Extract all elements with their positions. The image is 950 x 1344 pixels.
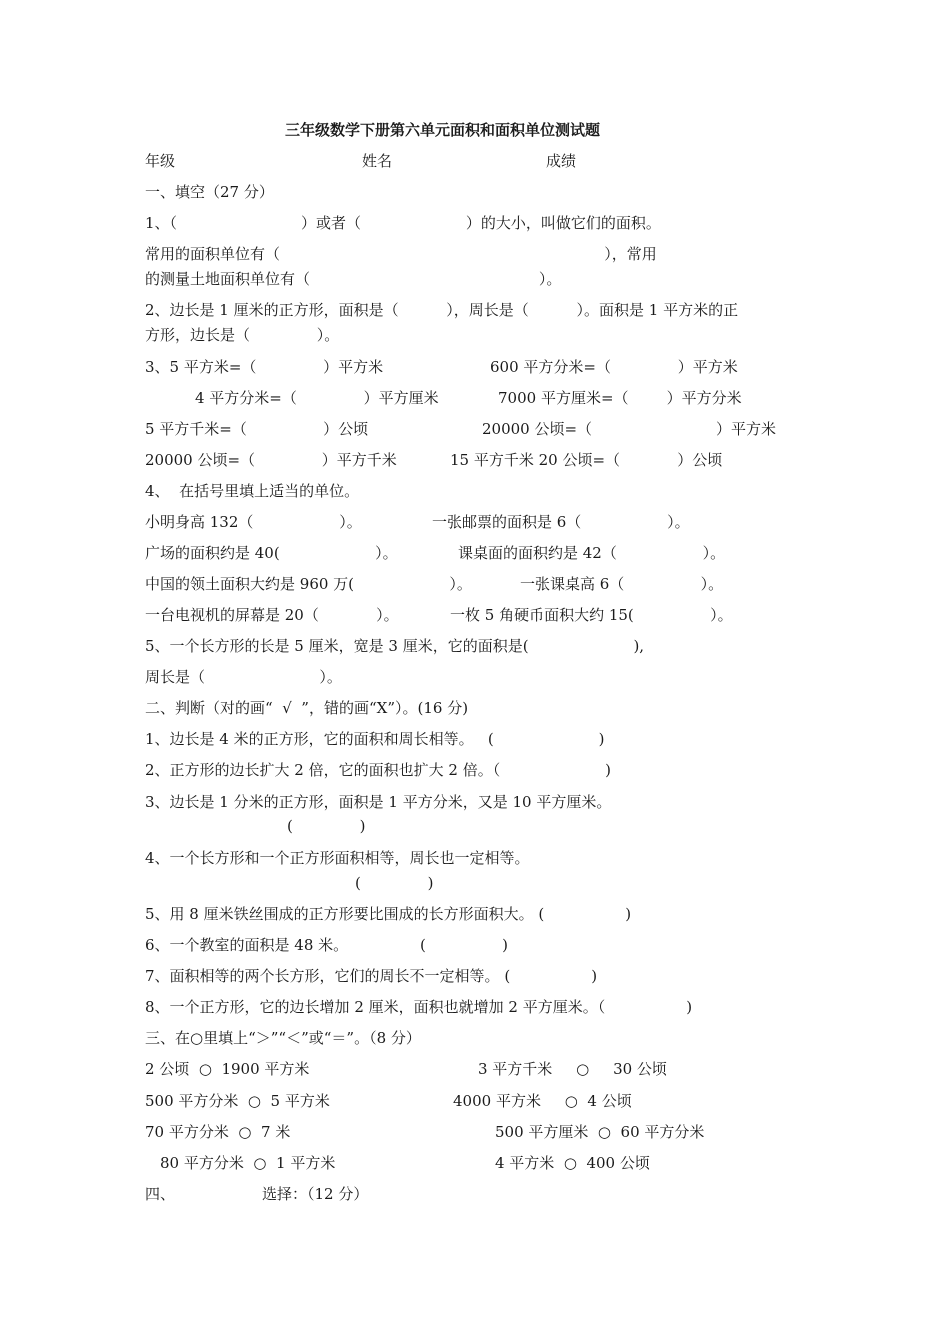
section3-heading: 三、在○里填上“＞”“＜”或“＝”。（8 分）	[145, 1029, 421, 1047]
question-line: 常用的面积单位有（ ），常用	[145, 245, 657, 263]
page-title: 三年级数学下册第六单元面积和面积单位测试题	[285, 121, 601, 139]
judgement-item: 6、一个教室的面积是 48 米。	[145, 936, 349, 954]
question-line: 方形，边长是（ ）。	[145, 326, 340, 344]
compare-item: 500 平方分米 ○ 5 平方米	[145, 1092, 330, 1110]
unit-item: 一张邮票的面积是 6（ ）。	[432, 513, 690, 531]
conversion-item: 7000 平方厘米=（ ）平方分米	[498, 389, 742, 407]
question-line: 5、一个长方形的长是 5 厘米，宽是 3 厘米，它的面积是( ),	[145, 637, 645, 655]
judgement-item: 1、边长是 4 米的正方形，它的面积和周长相等。 ( )	[145, 730, 605, 748]
judgement-item: 4、一个长方形和一个正方形面积相等，周长也一定相等。	[145, 849, 530, 867]
unit-item: 课桌面的面积约是 42（ ）。	[458, 544, 726, 562]
compare-item: 80 平方分米 ○ 1 平方米	[160, 1154, 336, 1172]
name-label: 姓名	[362, 152, 393, 170]
unit-item: 广场的面积约是 40( ）。	[145, 544, 398, 562]
judgement-answer-blank: ( )	[420, 936, 508, 954]
question-line: 1、（ ）或者（ ）的大小，叫做它们的面积。	[145, 214, 661, 232]
question-line: 的测量土地面积单位有（ ）。	[145, 270, 562, 288]
conversion-item: 20000 公顷=（ ）平方千米	[145, 451, 397, 469]
unit-item: 一张课桌高 6（ ）。	[520, 575, 724, 593]
unit-item: 小明身高 132（ ）。	[145, 513, 362, 531]
conversion-item: 4 平方分米=（ ）平方厘米	[195, 389, 439, 407]
judgement-item: 5、用 8 厘米铁丝围成的正方形要比围成的长方形面积大。 ( )	[145, 905, 632, 923]
judgement-item: 3、边长是 1 分米的正方形，面积是 1 平方分米，又是 10 平方厘米。	[145, 793, 612, 811]
conversion-item: 5 平方千米=（ ）公顷	[145, 420, 369, 438]
unit-item: 一台电视机的屏幕是 20（ ）。	[145, 606, 399, 624]
question-line: 2、边长是 1 厘米的正方形，面积是（ ），周长是（ ）。面积是 1 平方米的正	[145, 301, 739, 319]
judgement-answer-blank: ( )	[287, 817, 366, 835]
compare-item: 500 平方厘米 ○ 60 平方分米	[495, 1123, 705, 1141]
section4-label: 选择：（12 分）	[262, 1185, 369, 1203]
question-line: 周长是（ ）。	[145, 668, 342, 686]
section2-heading: 二、判断（对的画“ √ ”，错的画“X”）。(16 分)	[145, 699, 469, 717]
grade-label: 年级	[145, 152, 176, 170]
conversion-item: 15 平方千米 20 公顷=（ ）公顷	[450, 451, 723, 469]
judgement-item: 8、一个正方形，它的边长增加 2 厘米，面积也就增加 2 平方厘米。（ )	[145, 998, 693, 1016]
compare-item: 4000 平方米 ○ 4 公顷	[453, 1092, 632, 1110]
score-label: 成绩	[546, 152, 577, 170]
compare-item: 3 平方千米 ○ 30 公顷	[478, 1060, 667, 1078]
judgement-item: 2、正方形的边长扩大 2 倍，它的面积也扩大 2 倍。（ )	[145, 761, 611, 779]
question-line: 4、 在括号里填上适当的单位。	[145, 482, 360, 500]
compare-item: 4 平方米 ○ 400 公顷	[495, 1154, 650, 1172]
conversion-item: 600 平方分米=（ ）平方米	[490, 358, 738, 376]
unit-item: 一枚 5 角硬币面积大约 15( ）。	[450, 606, 733, 624]
section4-heading: 四、	[145, 1185, 176, 1203]
judgement-item: 7、面积相等的两个长方形，它们的周长不一定相等。 ( )	[145, 967, 598, 985]
conversion-item: 20000 公顷=（ ）平方米	[482, 420, 777, 438]
unit-item: 中国的领土面积大约是 960 万( ）。	[145, 575, 472, 593]
compare-item: 2 公顷 ○ 1900 平方米	[145, 1060, 310, 1078]
conversion-item: 3、5 平方米=（ ）平方米	[145, 358, 384, 376]
compare-item: 70 平方分米 ○ 7 米	[145, 1123, 291, 1141]
judgement-answer-blank: ( )	[355, 874, 434, 892]
section1-heading: 一、填空（27 分）	[145, 183, 274, 201]
